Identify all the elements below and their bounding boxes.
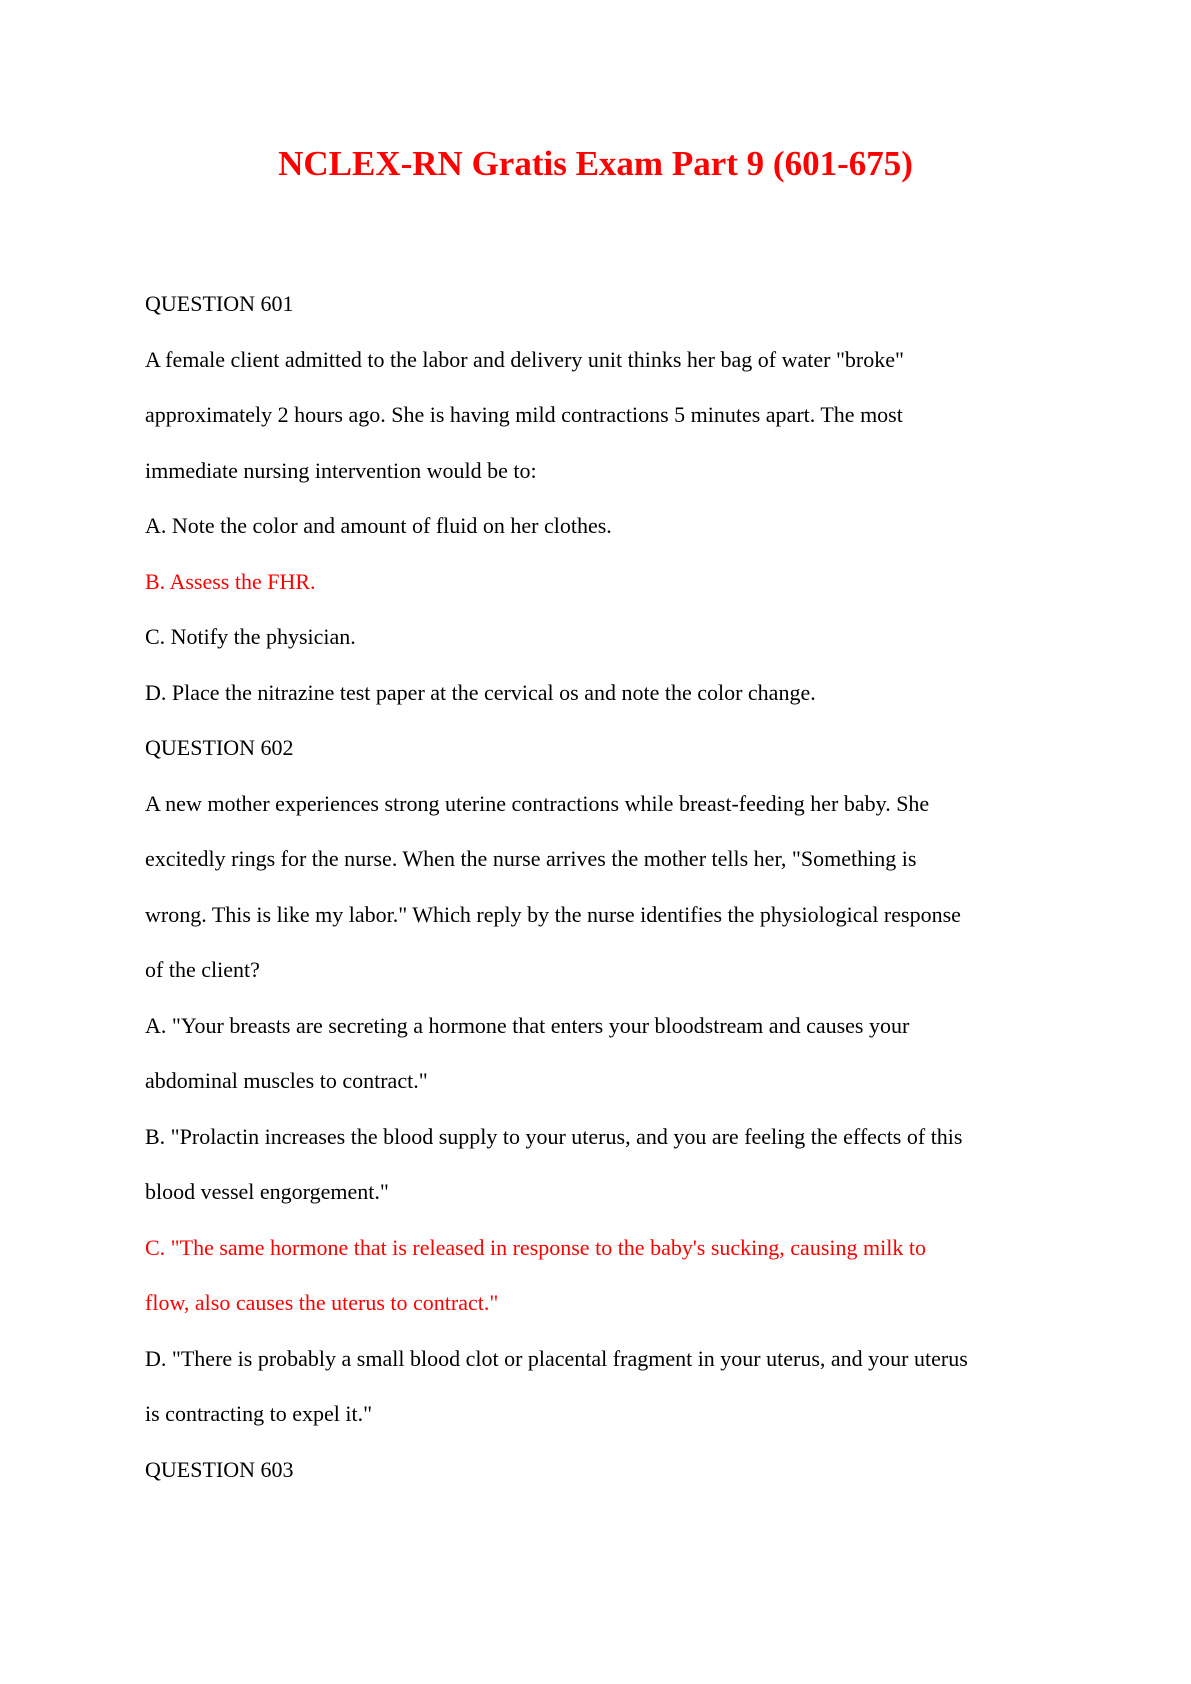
- question-stem-line: immediate nursing intervention would be to:: [145, 457, 537, 483]
- question-stem-line: of the client?: [145, 957, 260, 982]
- page-title: NCLEX-RN Gratis Exam Part 9 (601-675): [278, 144, 913, 183]
- answer-option-d: D. Place the nitrazine test paper at the cervical os and note the color change.: [145, 679, 816, 705]
- question-stem-line: approximately 2 hours ago. She is having mild contractions 5 minutes apart. The most: [145, 402, 903, 427]
- answer-option-d-continued: is contracting to expel it.": [145, 1401, 373, 1426]
- question-stem-line: excitedly rings for the nurse. When the nurse arrives the mother tells her, "Something is: [145, 846, 917, 871]
- question-stem-line: wrong. This is like my labor." Which reply by the nurse identifies the physiological response: [145, 901, 961, 927]
- question-stem-line: A female client admitted to the labor and delivery unit thinks her bag of water "broke": [145, 346, 904, 372]
- question-label: QUESTION 603: [145, 1456, 294, 1482]
- answer-option-a: A. "Your breasts are secreting a hormone that enters your bloodstream and causes your: [145, 1012, 910, 1038]
- question-label: QUESTION 601: [145, 291, 294, 316]
- question-stem-line: A new mother experiences strong uterine contractions while breast-feeding her baby. She: [145, 790, 930, 816]
- answer-option-b: B. "Prolactin increases the blood supply to your uterus, and you are feeling the effects of this: [145, 1123, 963, 1149]
- correct-answer-option-c-continued: flow, also causes the uterus to contract.": [145, 1290, 499, 1315]
- question-label: QUESTION 602: [145, 735, 294, 760]
- question-content: [145, 276, 1065, 1497]
- answer-option-a-continued: abdominal muscles to contract.": [145, 1068, 428, 1093]
- answer-option-d: D. "There is probably a small blood clot or placental fragment in your uterus, and your uterus: [145, 1345, 968, 1371]
- correct-answer-option-c: C. "The same hormone that is released in response to the baby's sucking, causing milk to: [145, 1234, 926, 1260]
- correct-answer-option-b: B. Assess the FHR.: [145, 568, 316, 594]
- answer-option-a: A. Note the color and amount of fluid on her clothes.: [145, 513, 612, 538]
- answer-option-b-continued: blood vessel engorgement.": [145, 1179, 389, 1204]
- answer-option-c: C. Notify the physician.: [145, 624, 356, 649]
